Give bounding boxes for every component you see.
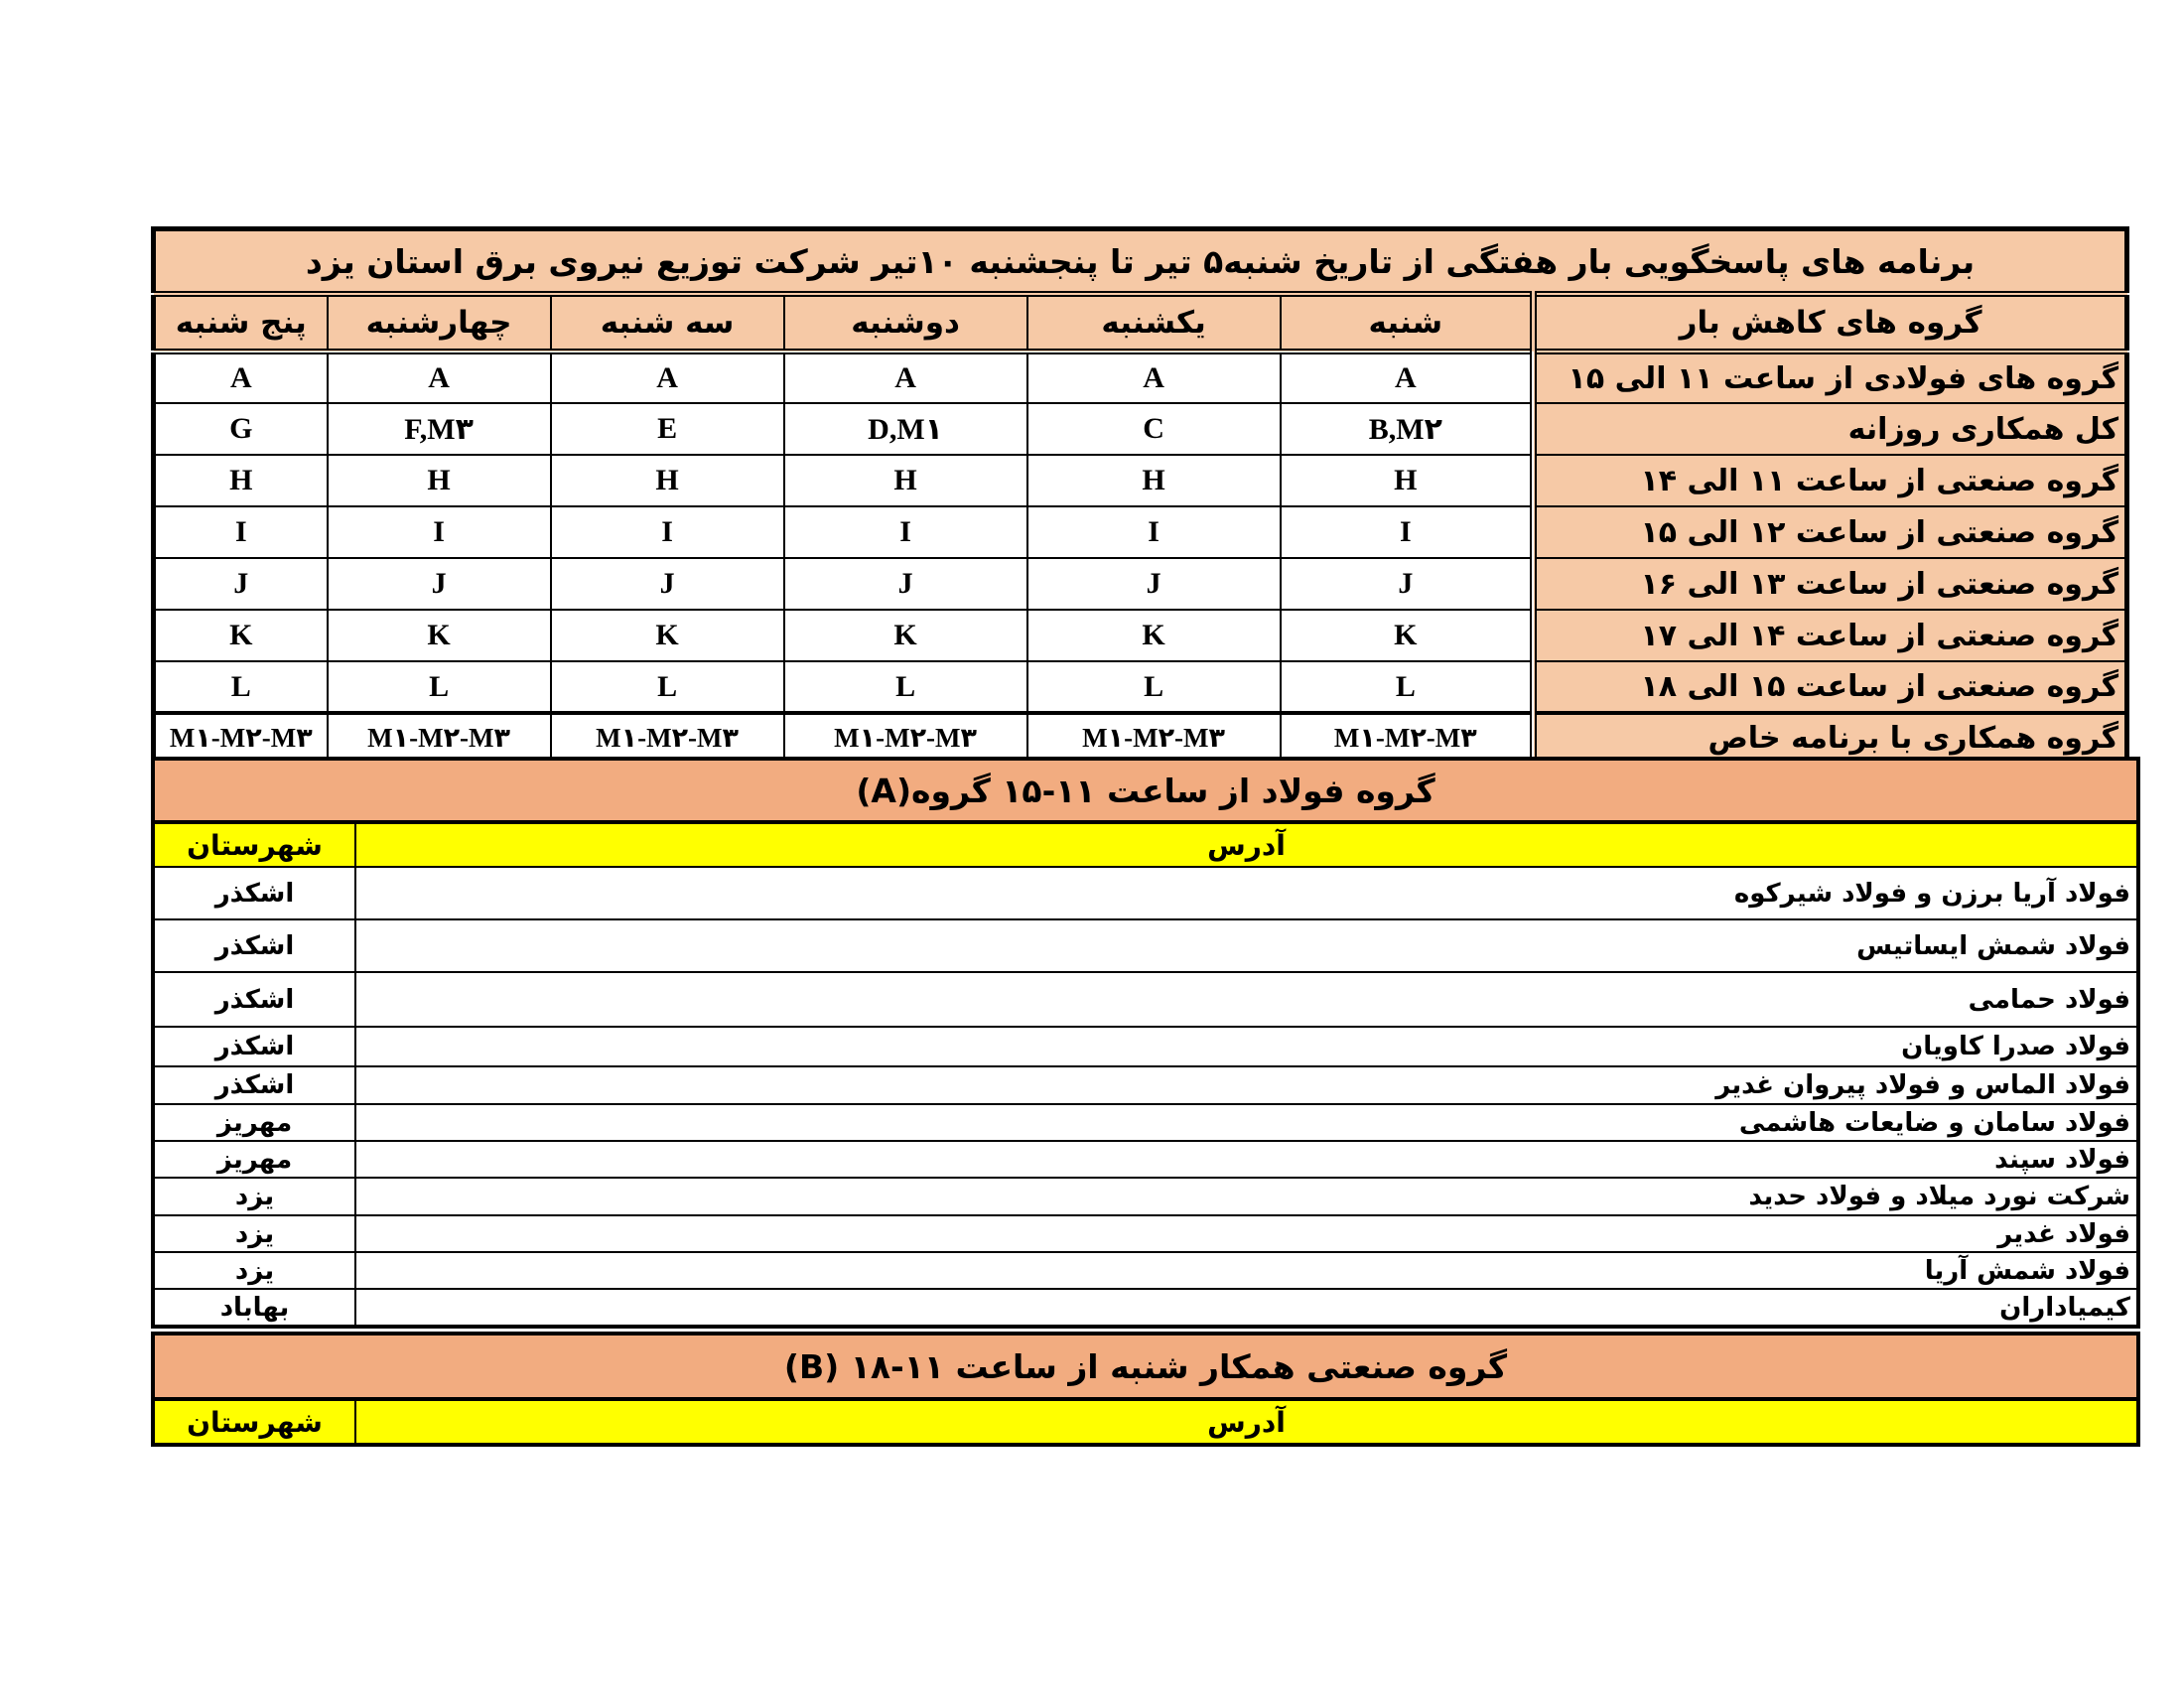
company-row (153, 1289, 2138, 1327)
schedule-cell: J (1027, 558, 1281, 610)
weekly-schedule-table (151, 226, 2129, 768)
schedule-cell: L (1027, 661, 1281, 713)
schedule-cell: H (328, 455, 551, 506)
company-row (153, 1252, 2138, 1289)
schedule-cell: B,M۲ (1281, 403, 1534, 455)
schedule-cell: A (1281, 352, 1534, 403)
schedule-cell: I (1281, 506, 1534, 558)
schedule-cell: C (1027, 403, 1281, 455)
schedule-cell: M۱-M۲-M۳ (1027, 713, 1281, 765)
column-header-tuesday: سه شنبه (551, 294, 784, 352)
schedule-cell: K (1281, 610, 1534, 661)
day-header-row (154, 294, 2127, 352)
company-name: فولاد سپند (355, 1141, 2138, 1178)
company-name: فولاد حمامی (355, 972, 2138, 1027)
schedule-cell: A (328, 352, 551, 403)
company-row (153, 1066, 2138, 1104)
schedule-cell: J (551, 558, 784, 610)
schedule-cell: F,M۳ (328, 403, 551, 455)
schedule-cell: I (328, 506, 551, 558)
schedule-cell: M۱-M۲-M۳ (784, 713, 1027, 765)
section-b-column-headers (153, 1399, 2138, 1445)
company-name: کیمیاداران (355, 1289, 2138, 1327)
group-label: گروه صنعتی از ساعت ۱۵ الی ۱۸ (1534, 661, 2127, 713)
section-a-column-headers (153, 822, 2138, 867)
section-b-header-row (153, 1334, 2138, 1399)
schedule-cell: K (784, 610, 1027, 661)
schedule-cell: K (328, 610, 551, 661)
schedule-cell: J (1281, 558, 1534, 610)
address-column-header: آدرس (355, 1399, 2138, 1445)
schedule-cell: L (784, 661, 1027, 713)
company-name: فولاد سامان و ضایعات هاشمی (355, 1104, 2138, 1141)
schedule-cell: M۱-M۲-M۳ (154, 713, 328, 765)
schedule-cell: H (784, 455, 1027, 506)
section-a-title: گروه فولاد از ساعت ۱۱-۱۵ گروه(A) (153, 759, 2138, 822)
schedule-cell: I (1027, 506, 1281, 558)
schedule-cell: I (154, 506, 328, 558)
group-label: گروه صنعتی از ساعت ۱۳ الی ۱۶ (1534, 558, 2127, 610)
address-column-header: آدرس (355, 822, 2138, 867)
schedule-cell: I (551, 506, 784, 558)
company-name: شرکت نورد میلاد و فولاد حدید (355, 1178, 2138, 1215)
company-city: یزد (153, 1252, 355, 1289)
table-title: برنامه های پاسخگویی بار هفتگی از تاریخ شنبه۵ تیر تا پنجشنبه ۱۰تیر شرکت توزیع نیروی برق استان یزد (154, 229, 2127, 295)
company-row (153, 1178, 2138, 1215)
schedule-cell: K (1027, 610, 1281, 661)
schedule-cell: L (1281, 661, 1534, 713)
company-row (153, 1027, 2138, 1066)
schedule-cell: K (154, 610, 328, 661)
title-row (154, 229, 2127, 295)
company-city: مهریز (153, 1141, 355, 1178)
company-row (153, 867, 2138, 919)
company-name: فولاد الماس و فولاد پیروان غدیر (355, 1066, 2138, 1104)
section-b-table (151, 1332, 2140, 1447)
city-column-header: شهرستان (153, 822, 355, 867)
company-row (153, 1215, 2138, 1252)
schedule-row-steel-groups (154, 352, 2127, 403)
section-b-title: گروه صنعتی همکار شنبه از ساعت ۱۱-۱۸ (B) (153, 1334, 2138, 1399)
column-header-wednesday: چهارشنبه (328, 294, 551, 352)
company-city: یزد (153, 1215, 355, 1252)
schedule-cell: H (1281, 455, 1534, 506)
company-name: فولاد صدرا کاویان (355, 1027, 2138, 1066)
schedule-row-industrial-11-14 (154, 455, 2127, 506)
company-city: اشکذر (153, 972, 355, 1027)
schedule-cell: G (154, 403, 328, 455)
schedule-cell: A (784, 352, 1027, 403)
schedule-cell: E (551, 403, 784, 455)
group-label: گروه همکاری با برنامه خاص (1534, 713, 2127, 765)
company-city: اشکذر (153, 919, 355, 972)
schedule-cell: D,M۱ (784, 403, 1027, 455)
schedule-cell: I (784, 506, 1027, 558)
group-label: گروه صنعتی از ساعت ۱۴ الی ۱۷ (1534, 610, 2127, 661)
schedule-cell: L (154, 661, 328, 713)
city-column-header: شهرستان (153, 1399, 355, 1445)
company-row (153, 1141, 2138, 1178)
company-name: فولاد شمش ایساتیس (355, 919, 2138, 972)
schedule-cell: M۱-M۲-M۳ (551, 713, 784, 765)
group-label: کل همکاری روزانه (1534, 403, 2127, 455)
section-a-header-row (153, 759, 2138, 822)
schedule-row-industrial-13-16 (154, 558, 2127, 610)
company-name: فولاد شمش آریا (355, 1252, 2138, 1289)
column-header-thursday: پنج شنبه (154, 294, 328, 352)
group-label: گروه صنعتی از ساعت ۱۲ الی ۱۵ (1534, 506, 2127, 558)
schedule-cell: M۱-M۲-M۳ (328, 713, 551, 765)
company-row (153, 1104, 2138, 1141)
company-city: مهریز (153, 1104, 355, 1141)
column-header-monday: دوشنبه (784, 294, 1027, 352)
group-label: گروه های فولادی از ساعت ۱۱ الی ۱۵ (1534, 352, 2127, 403)
schedule-cell: J (328, 558, 551, 610)
schedule-row-daily-cooperation (154, 403, 2127, 455)
company-row (153, 972, 2138, 1027)
company-city: اشکذر (153, 1066, 355, 1104)
schedule-row-industrial-15-18 (154, 661, 2127, 713)
schedule-cell: K (551, 610, 784, 661)
schedule-cell: A (551, 352, 784, 403)
company-city: اشکذر (153, 1027, 355, 1066)
schedule-row-industrial-14-17 (154, 610, 2127, 661)
schedule-cell: L (551, 661, 784, 713)
schedule-cell: L (328, 661, 551, 713)
company-name: فولاد غدیر (355, 1215, 2138, 1252)
schedule-cell: A (154, 352, 328, 403)
schedule-cell: H (154, 455, 328, 506)
company-row (153, 919, 2138, 972)
schedule-cell: M۱-M۲-M۳ (1281, 713, 1534, 765)
column-header-load-groups: گروه های کاهش بار (1534, 294, 2127, 352)
column-header-saturday: شنبه (1281, 294, 1534, 352)
company-name: فولاد آریا برزن و فولاد شیرکوه (355, 867, 2138, 919)
schedule-cell: H (1027, 455, 1281, 506)
schedule-cell: J (154, 558, 328, 610)
company-city: یزد (153, 1178, 355, 1215)
schedule-cell: H (551, 455, 784, 506)
schedule-row-industrial-12-15 (154, 506, 2127, 558)
column-header-sunday: یکشنبه (1027, 294, 1281, 352)
group-label: گروه صنعتی از ساعت ۱۱ الی ۱۴ (1534, 455, 2127, 506)
section-a-table (151, 757, 2140, 1329)
company-city: بهاباد (153, 1289, 355, 1327)
schedule-cell: J (784, 558, 1027, 610)
company-city: اشکذر (153, 867, 355, 919)
schedule-cell: A (1027, 352, 1281, 403)
